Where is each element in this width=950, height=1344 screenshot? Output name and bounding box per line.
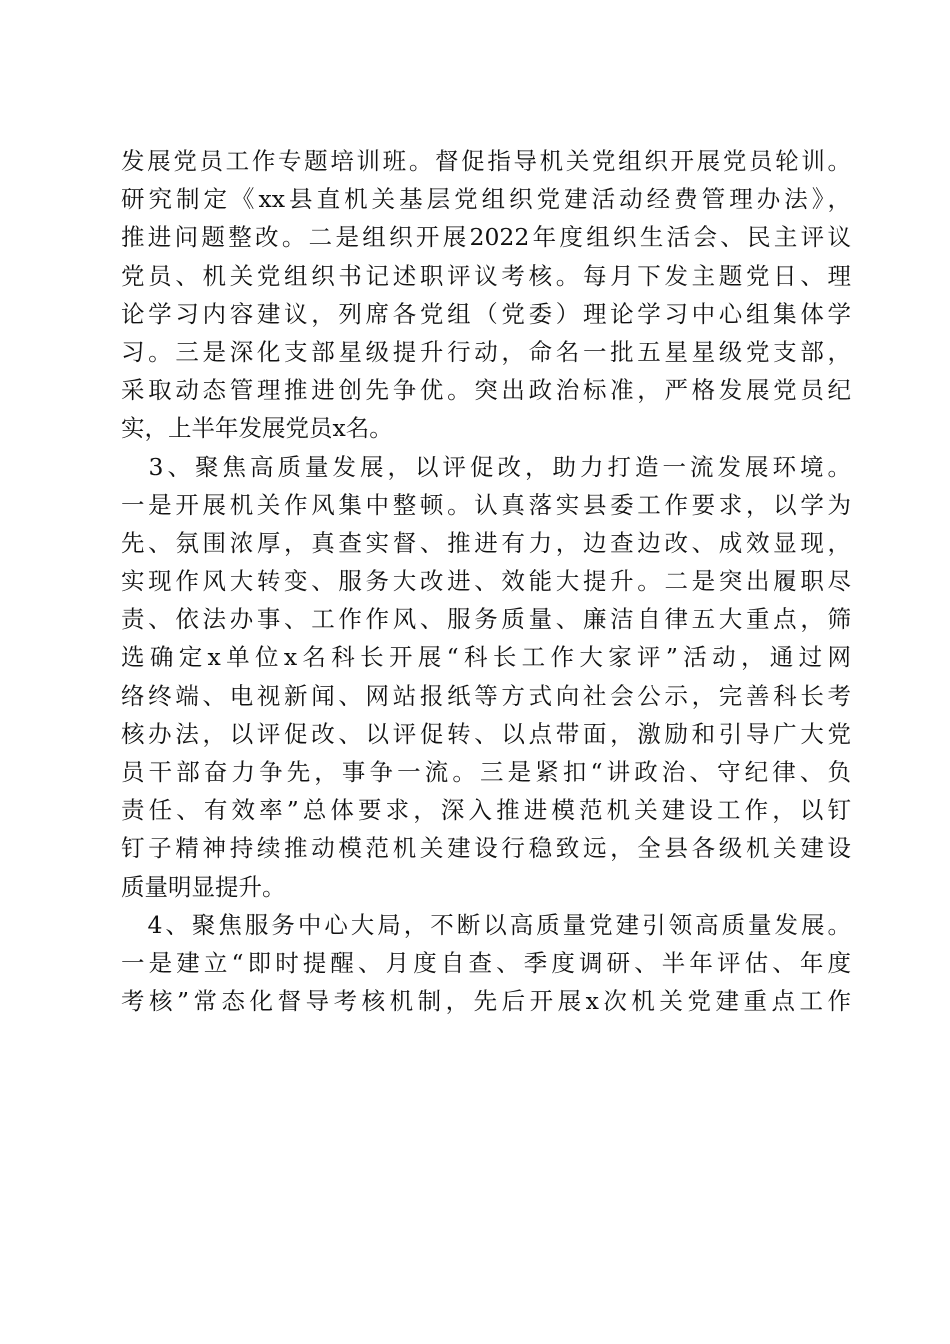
text-line: 实，上半年发展党员x名。 xyxy=(121,414,393,443)
text-line: 实现作风大转变、服务大改进、效能大提升。二是突出履职尽 xyxy=(121,567,851,596)
text-line: 研究制定《xx县直机关基层党组织党建活动经费管理办法》， xyxy=(121,185,851,214)
paragraph-heading: 3、聚焦高质量发展，以评促改，助力打造一流发展环境。 xyxy=(121,452,851,481)
text-line: 钉子精神持续推动模范机关建设行稳致远，全县各级机关建设 xyxy=(121,834,851,863)
text-line: 党员、机关党组织书记述职评议考核。每月下发主题党日、理 xyxy=(121,261,851,290)
text-line: 责、依法办事、工作作风、服务质量、廉洁自律五大重点，筛 xyxy=(121,605,851,634)
text-line: 发展党员工作专题培训班。督促指导机关党组织开展党员轮训。 xyxy=(121,147,851,175)
text-line: 选确定x单位x名科长开展“科长工作大家评”活动，通过网 xyxy=(121,643,851,672)
text-line: 责任、有效率”总体要求，深入推进模范机关建设工作，以钉 xyxy=(121,796,851,825)
text-line: 一是建立“即时提醒、月度自查、季度调研、半年评估、年度 xyxy=(121,948,851,977)
text-line: 考核”常态化督导考核机制，先后开展x次机关党建重点工作 xyxy=(121,987,851,1016)
body-text xyxy=(121,142,851,1020)
text-line: 质量明显提升。 xyxy=(121,872,286,901)
text-line: 习。三是深化支部星级提升行动，命名一批五星星级党支部， xyxy=(121,337,851,366)
text-line: 论学习内容建议，列席各党组（党委）理论学习中心组集体学 xyxy=(121,299,851,328)
paragraph-heading: 4、聚焦服务中心大局，不断以高质量党建引领高质量发展。 xyxy=(121,910,851,939)
text-line: 一是开展机关作风集中整顿。认真落实县委工作要求，以学为 xyxy=(121,490,851,519)
text-line: 员干部奋力争先，事争一流。三是紧扣“讲政治、守纪律、负 xyxy=(121,758,851,786)
text-line: 络终端、电视新闻、网站报纸等方式向社会公示，完善科长考 xyxy=(121,681,851,710)
text-line: 推进问题整改。二是组织开展2022年度组织生活会、民主评议 xyxy=(121,223,851,252)
text-line: 先、氛围浓厚，真查实督、推进有力，边查边改、成效显现， xyxy=(121,528,851,557)
text-line: 采取动态管理推进创先争优。突出政治标准，严格发展党员纪 xyxy=(121,376,851,405)
text-line: 核办法，以评促改、以评促转、以点带面，激励和引导广大党 xyxy=(121,719,851,748)
